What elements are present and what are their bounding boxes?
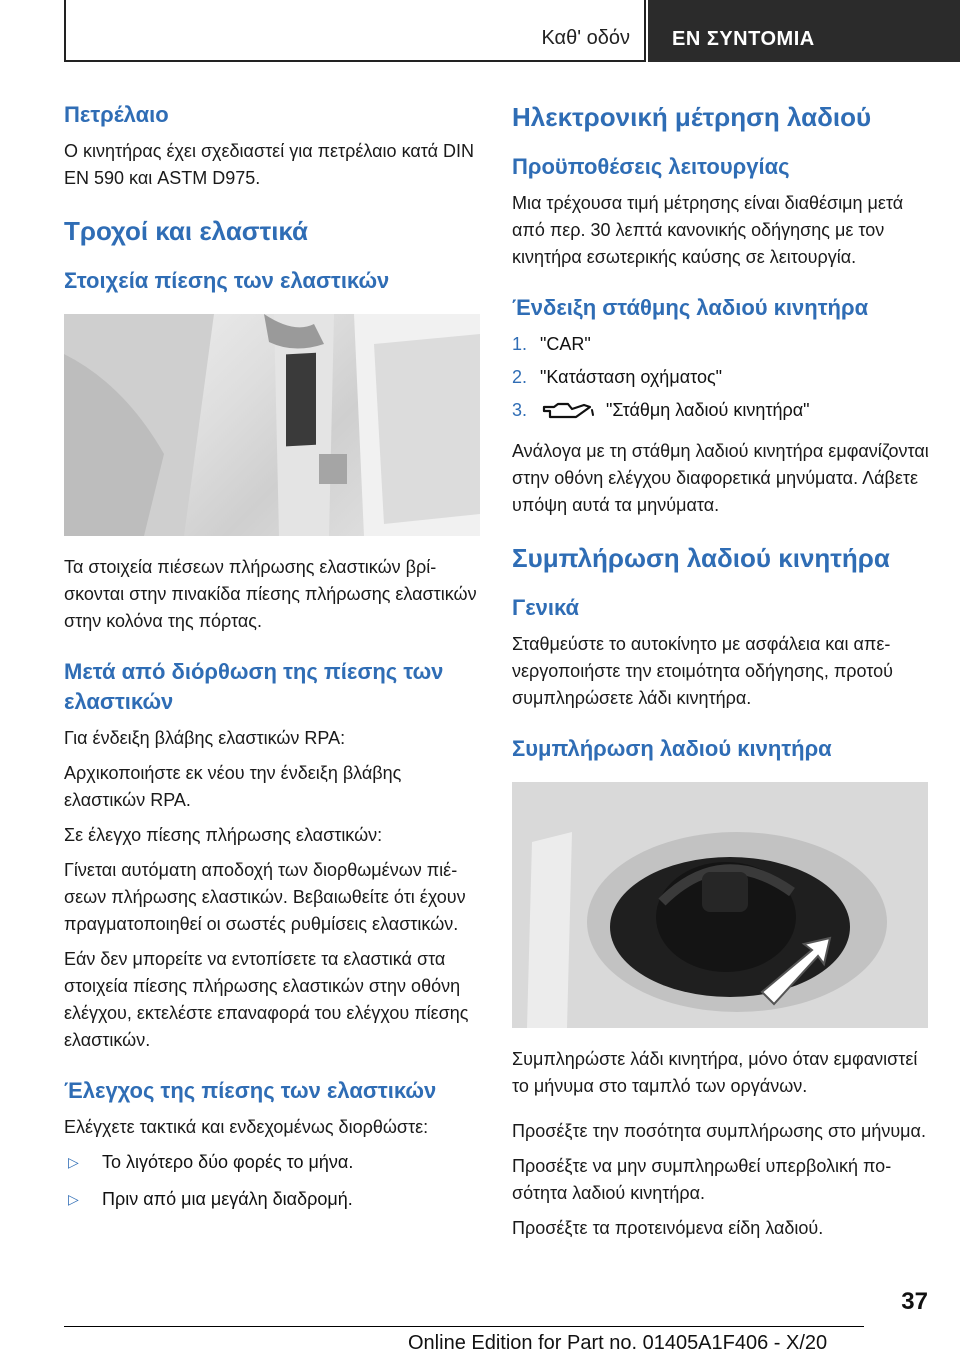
check-pressure-text: Ελέγχετε τακτικά και ενδεχομένως διορθώστε: <box>64 1117 429 1137</box>
left-column <box>64 100 480 1223</box>
after-correction-heading: Μετά από διόρθωση της πίεσης των ελαστικών <box>64 659 444 714</box>
list-item: 2. "Κατάσταση οχήματος" <box>512 367 723 387</box>
list-item: 3. "Στάθμη λαδιού κινητήρα" <box>512 400 810 420</box>
after-correction-p5: Εάν δεν μπορείτε να εντοπίσετε τα ελαστικά στα στοιχεία πίεσης πλήρωσης ελαστικών στην οθόνη ελέγχου, εκτελέστε επαναφορά του ελέγχου πίεσης ελαστικών. <box>64 949 469 1050</box>
pressure-heading: Στοιχεία πίεσης των ελαστικών <box>64 268 390 293</box>
oil-level-display-text: Ανάλογα με τη στάθμη λαδιού κινητήρα εμφανίζονται στην οθόνη ελέγχου διαφορετικά μηνύματα. Λάβετε υπόψη αυτά τα μηνύματα. <box>512 441 929 515</box>
topup-subheading: Συμπλήρωση λαδιού κινητήρα <box>512 736 832 761</box>
topup-p2: Προσέξτε την ποσότητα συμπλήρωσης στο μήνυμα. <box>512 1121 926 1141</box>
oil-can-icon <box>540 401 598 421</box>
preconditions-text: Μια τρέχουσα τιμή μέτρησης είναι διαθέσιμη μετά από περ. 30 λεπτά κανονικής οδήγησης με τον κινητήρα εσωτερικής καύσης σε λειτουργία. <box>512 193 904 267</box>
header-section-label: Καθ' οδόν <box>541 27 630 49</box>
petroleum-text: Ο κινητήρας έχει σχεδιαστεί για πετρέλαιο κατά DIN EN 590 και ASTM D975. <box>64 141 475 188</box>
oil-level-display-heading: Ένδειξη στάθμης λαδιού κινητήρα <box>512 295 869 320</box>
triangle-bullet-icon: ▷ <box>68 1191 79 1207</box>
preconditions-heading: Προϋποθέσεις λειτουργίας <box>512 154 790 179</box>
header-chapter-tab <box>648 0 960 62</box>
list-item: 1. "CAR" <box>512 334 591 354</box>
after-correction-p4: Γίνεται αυτόματη αποδοχή των διορθωμένων πιέσεων πλήρωσης ελαστικών. Βεβαιωθείτε ότι έχουν πραγματοποιηθεί οι σωστές ρυθμίσεις ελαστικών. <box>64 860 466 934</box>
topup-heading: Συμπλήρωση λαδιού κινητήρα <box>512 543 890 573</box>
after-correction-p2: Αρχικοποιήστε εκ νέου την ένδειξη βλάβης ελαστικών RPA. <box>64 763 402 810</box>
after-correction-p3: Σε έλεγχο πίεσης πλήρωσης ελαστικών: <box>64 825 383 845</box>
list-item: ▷ Πριν από μια μεγάλη διαδρομή. <box>64 1186 480 1213</box>
topup-p1: Συμπληρώστε λάδι κινητήρα, μόνο όταν εμφανιστεί το μήνυμα στο ταμπλό των οργάνων. <box>512 1049 918 1096</box>
electronic-oil-heading: Ηλεκτρονική μέτρηση λαδιού <box>512 102 872 132</box>
door-pillar-photo <box>64 314 480 536</box>
wheels-heading: Τροχοί και ελαστικά <box>64 216 309 246</box>
pressure-text: Τα στοιχεία πιέσεων πλήρωσης ελαστικών βρίσκονται στην πινακίδα πίεσης πλήρωσης ελαστικών στην κολόνα της πόρτας. <box>64 557 477 631</box>
check-list <box>64 1149 480 1213</box>
footer-edition: Online Edition for Part no. 01405A1F406 - X/20 <box>408 1332 828 1354</box>
right-column <box>512 100 932 1242</box>
general-heading: Γενικά <box>512 595 580 620</box>
footer-divider <box>64 1326 864 1327</box>
page-header <box>64 0 960 64</box>
oil-level-steps <box>512 331 932 424</box>
topup-p3: Προσέξτε να μην συμπληρωθεί υπερβολική ποσότητα λαδιού κινητήρα. <box>512 1156 892 1203</box>
list-item: ▷ Το λιγότερο δύο φορές το μήνα. <box>64 1149 480 1176</box>
oil-filler-cap-photo <box>512 782 928 1028</box>
page-number: 37 <box>901 1288 928 1315</box>
header-section-tab <box>64 0 646 62</box>
topup-p4: Προσέξτε τα προτεινόμενα είδη λαδιού. <box>512 1218 824 1238</box>
after-correction-p1: Για ένδειξη βλάβης ελαστικών RPA: <box>64 728 346 748</box>
header-chapter-label: ΕΝ ΣΥΝΤΟΜΙΑ <box>672 28 815 50</box>
general-text: Σταθμεύστε το αυτοκίνητο με ασφάλεια και απενεργοποιήστε την ετοιμότητα οδήγησης, προτού συμπληρώσετε λάδι κινητήρα. <box>512 634 893 708</box>
triangle-bullet-icon: ▷ <box>68 1154 79 1170</box>
petroleum-heading: Πετρέλαιο <box>64 102 169 127</box>
check-pressure-heading: Έλεγχος της πίεσης των ελαστικών <box>64 1078 437 1103</box>
